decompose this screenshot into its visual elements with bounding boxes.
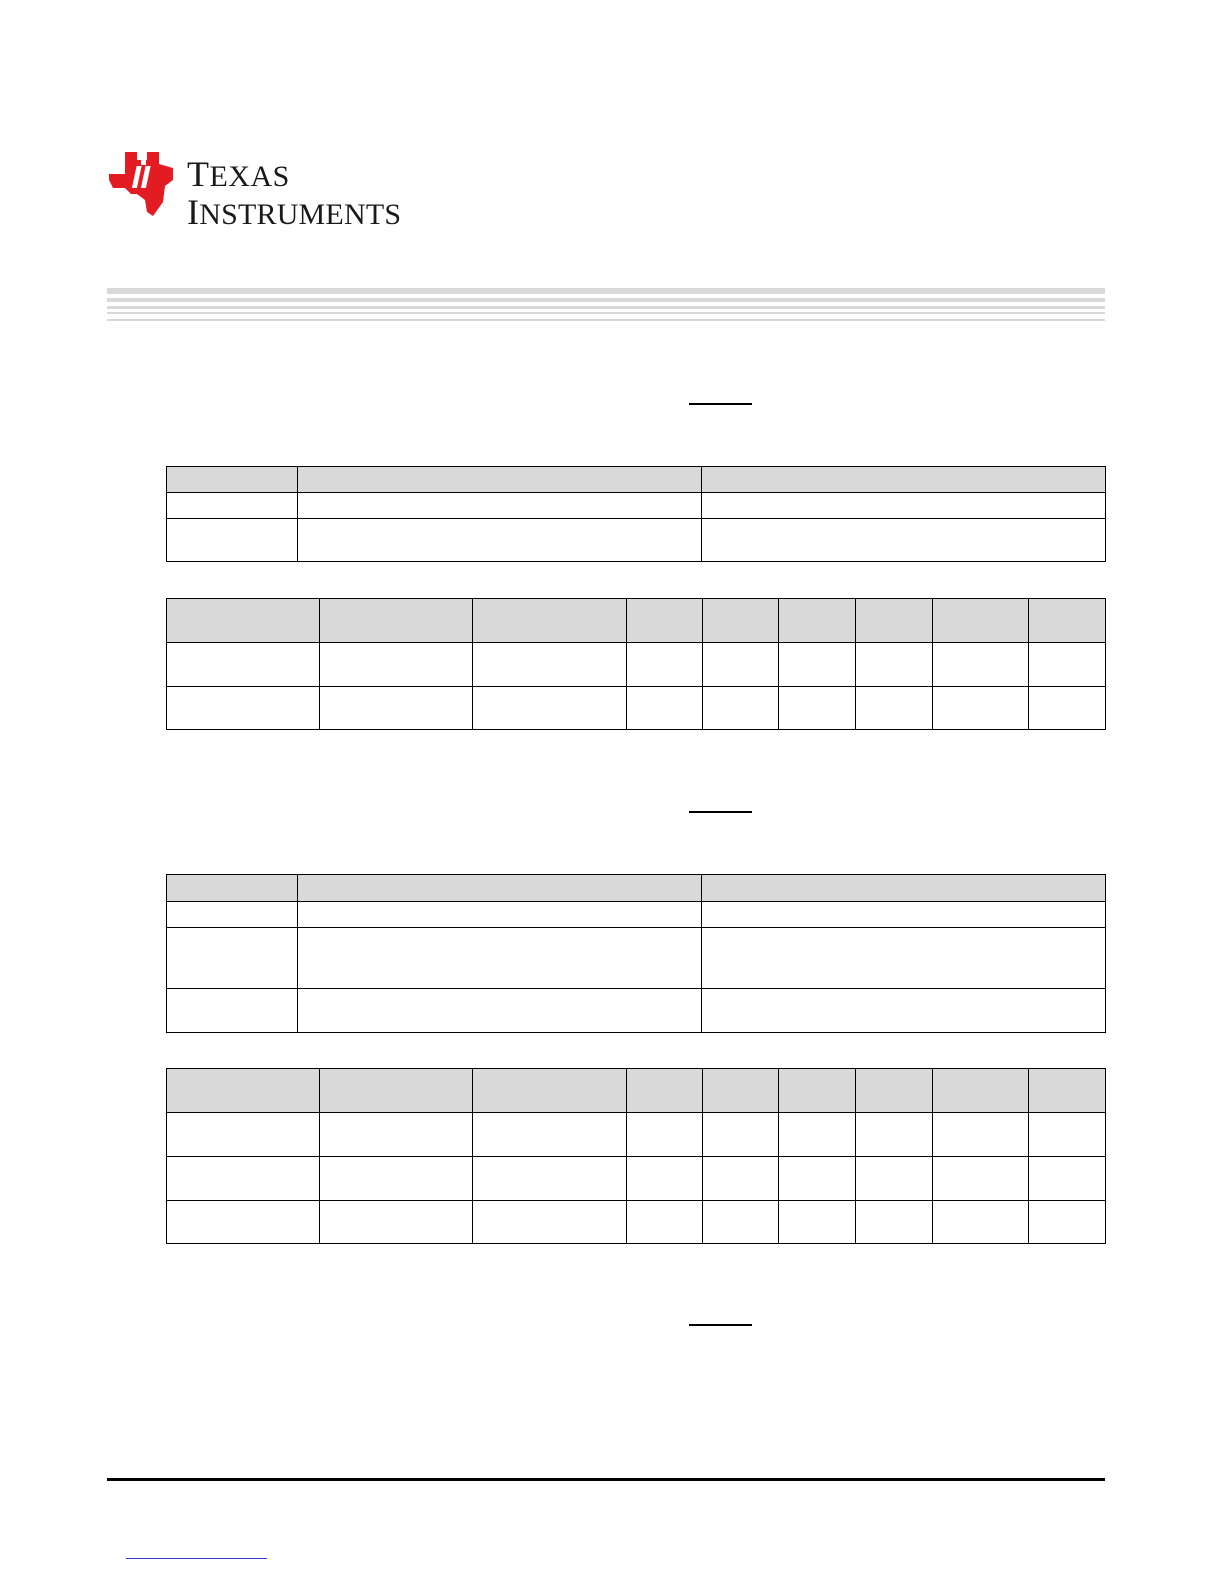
- table-cell: [167, 1157, 320, 1201]
- ti-logo-icon: [107, 150, 179, 218]
- table-cell: [933, 687, 1029, 730]
- table-cell: [703, 687, 779, 730]
- table-cell: [320, 687, 473, 730]
- table-header-cell: [856, 599, 933, 643]
- table-cell: [298, 902, 702, 928]
- header-bar: [107, 306, 1105, 309]
- table-row: [167, 989, 1106, 1033]
- table-header-cell: [320, 1069, 473, 1113]
- table-cell: [320, 1201, 473, 1244]
- wordmark-t: T: [187, 154, 210, 194]
- table-small-2: [166, 874, 1106, 1033]
- table-cell: [298, 989, 702, 1033]
- header-bar: [107, 298, 1105, 302]
- table-cell: [627, 1113, 703, 1157]
- table-wide-1: [166, 598, 1106, 730]
- table-cell: [933, 1201, 1029, 1244]
- table-header-cell: [702, 467, 1106, 493]
- table-cell: [167, 1113, 320, 1157]
- section-rule: [689, 403, 752, 405]
- ti-wordmark: [187, 156, 401, 230]
- table-header-cell: [779, 599, 856, 643]
- table-header-cell: [167, 599, 320, 643]
- table-cell: [167, 519, 298, 562]
- table-header-row: [167, 467, 1106, 493]
- table-header-cell: [167, 1069, 320, 1113]
- table-cell: [473, 1157, 627, 1201]
- table-header-cell: [298, 467, 702, 493]
- table-cell: [1029, 643, 1106, 687]
- table-cell: [627, 643, 703, 687]
- table-cell: [473, 687, 627, 730]
- table-row: [167, 643, 1106, 687]
- table-header-cell: [702, 875, 1106, 902]
- table-cell: [933, 643, 1029, 687]
- table-cell: [856, 687, 933, 730]
- ti-logo: [107, 150, 417, 232]
- table-cell: [298, 493, 702, 519]
- table-header-cell: [167, 875, 298, 902]
- table-cell: [856, 1113, 933, 1157]
- table-cell: [856, 643, 933, 687]
- table-header-cell: [167, 467, 298, 493]
- table-header-cell: [933, 1069, 1029, 1113]
- table-cell: [1029, 687, 1106, 730]
- table-cell: [320, 1157, 473, 1201]
- table-header-cell: [1029, 599, 1106, 643]
- header-bar: [107, 288, 1105, 294]
- table-cell: [473, 1201, 627, 1244]
- table-cell: [779, 1201, 856, 1244]
- table-cell: [702, 493, 1106, 519]
- table-header-cell: [856, 1069, 933, 1113]
- table-cell: [933, 1157, 1029, 1201]
- table-row: [167, 519, 1106, 562]
- table-cell: [473, 643, 627, 687]
- table-cell: [298, 928, 702, 989]
- wordmark-exas: EXAS: [209, 160, 290, 193]
- table-header-cell: [298, 875, 702, 902]
- table-header-cell: [703, 1069, 779, 1113]
- header-bar: [107, 319, 1105, 321]
- table-cell: [703, 643, 779, 687]
- table-row: [167, 928, 1106, 989]
- table-row: [167, 1201, 1106, 1244]
- table-cell: [779, 1157, 856, 1201]
- table-cell: [703, 1157, 779, 1201]
- table-cell: [320, 643, 473, 687]
- table-header-cell: [703, 599, 779, 643]
- table-header-cell: [627, 1069, 703, 1113]
- section-rule: [689, 1324, 752, 1326]
- table-cell: [779, 687, 856, 730]
- table-header-cell: [473, 599, 627, 643]
- table-cell: [702, 519, 1106, 562]
- table-cell: [702, 902, 1106, 928]
- header-bar: [107, 312, 1105, 314]
- table-header-cell: [933, 599, 1029, 643]
- table-header-row: [167, 875, 1106, 902]
- table-row: [167, 687, 1106, 730]
- table-cell: [167, 687, 320, 730]
- table-cell: [167, 643, 320, 687]
- wordmark-nstruments: NSTRUMENTS: [199, 198, 402, 231]
- table-cell: [473, 1113, 627, 1157]
- table-cell: [1029, 1201, 1106, 1244]
- table-header-cell: [473, 1069, 627, 1113]
- table-small-1: [166, 466, 1106, 562]
- table-cell: [1029, 1113, 1106, 1157]
- table-cell: [627, 687, 703, 730]
- table-cell: [856, 1157, 933, 1201]
- header-bars: [107, 288, 1105, 324]
- table-cell: [627, 1201, 703, 1244]
- table-header-row: [167, 599, 1106, 643]
- table-cell: [779, 1113, 856, 1157]
- table-cell: [703, 1201, 779, 1244]
- table-cell: [702, 989, 1106, 1033]
- table-header-cell: [779, 1069, 856, 1113]
- table-cell: [167, 1201, 320, 1244]
- table-cell: [856, 1201, 933, 1244]
- footer-link[interactable]: [126, 1558, 267, 1559]
- table-cell: [1029, 1157, 1106, 1201]
- table-cell: [702, 928, 1106, 989]
- table-header-cell: [320, 599, 473, 643]
- table-cell: [627, 1157, 703, 1201]
- table-cell: [298, 519, 702, 562]
- table-header-row: [167, 1069, 1106, 1113]
- table-cell: [167, 989, 298, 1033]
- table-row: [167, 902, 1106, 928]
- table-header-cell: [1029, 1069, 1106, 1113]
- wordmark-i: I: [187, 192, 200, 232]
- table-cell: [167, 928, 298, 989]
- table-cell: [703, 1113, 779, 1157]
- table-wide-2: [166, 1068, 1106, 1244]
- section-rule: [689, 811, 752, 813]
- table-cell: [167, 493, 298, 519]
- table-row: [167, 1113, 1106, 1157]
- table-row: [167, 493, 1106, 519]
- footer-rule: [107, 1478, 1105, 1481]
- table-cell: [779, 643, 856, 687]
- table-row: [167, 1157, 1106, 1201]
- table-header-cell: [627, 599, 703, 643]
- table-cell: [933, 1113, 1029, 1157]
- table-cell: [167, 902, 298, 928]
- table-cell: [320, 1113, 473, 1157]
